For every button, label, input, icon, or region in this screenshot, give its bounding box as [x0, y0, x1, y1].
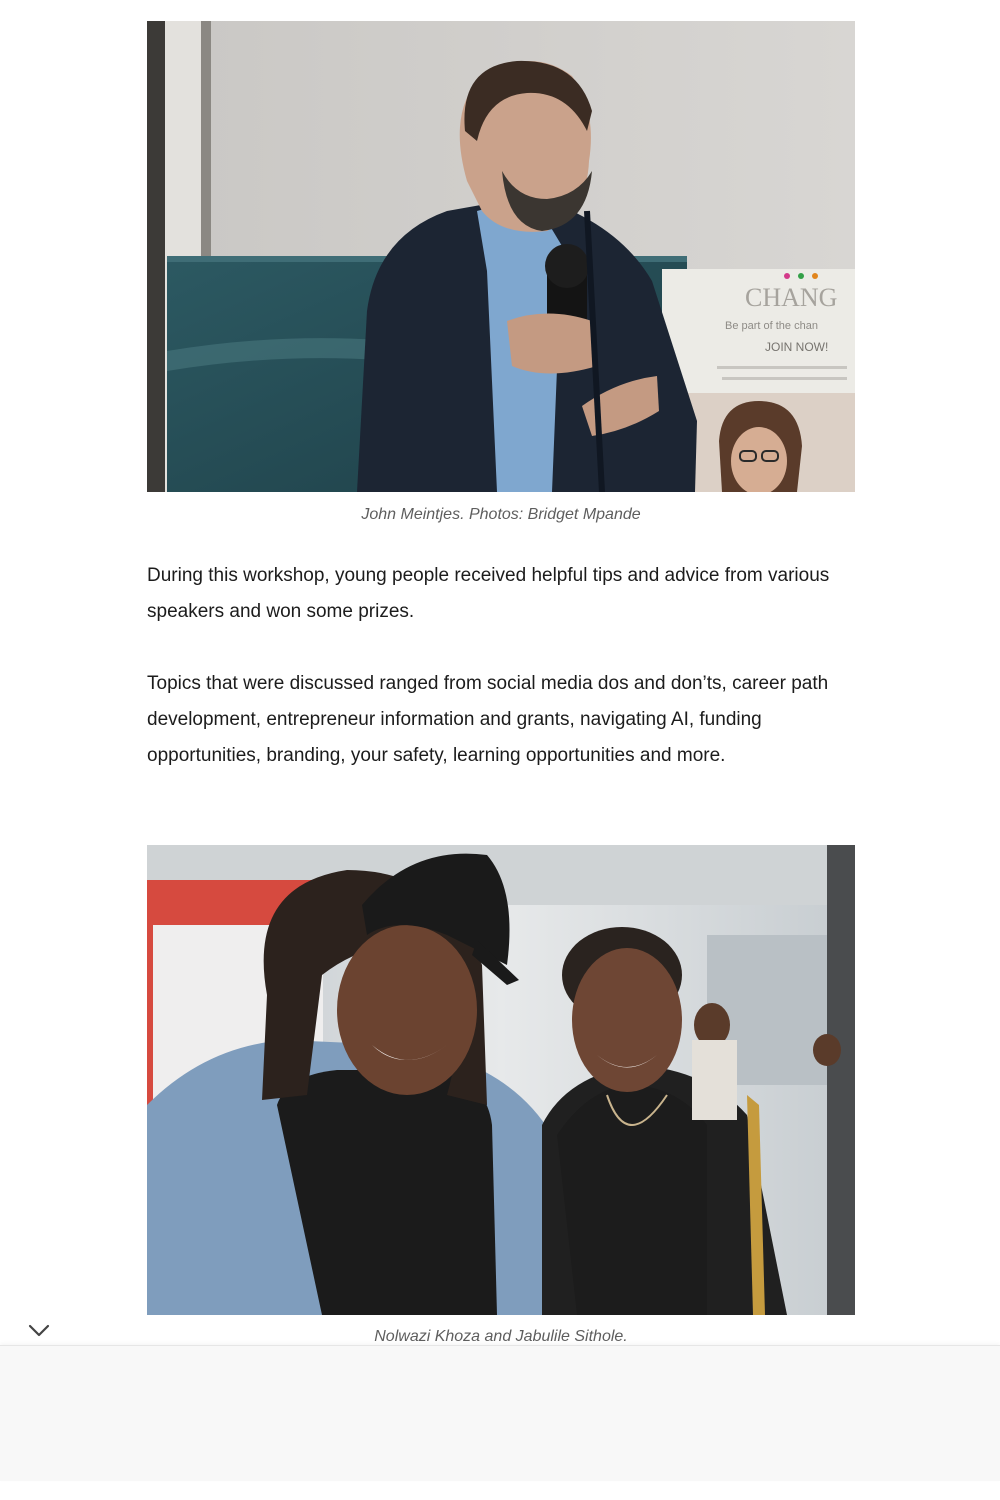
photo-caption-2: Nolwazi Khoza and Jabulile Sithole.	[374, 1328, 628, 1345]
banner-line-1: Be part of the chan	[725, 320, 818, 332]
article-paragraph-2: Topics that were discussed ranged from social media dos and don’ts, career path development, entrepreneur information and grants, navigating AI, funding opportunities, branding, your safety, learning opportunities and more.	[147, 673, 829, 766]
banner-line-2: JOIN NOW!	[765, 340, 829, 354]
bottom-toolbar	[0, 1345, 1000, 1481]
attendees-photo	[147, 845, 855, 1315]
collapse-toggle-button[interactable]	[24, 1318, 54, 1344]
chevron-down-icon	[28, 1324, 50, 1338]
speaker-photo	[147, 21, 855, 492]
banner-heading: CHANG	[745, 283, 838, 312]
photo-caption-1: John Meintjes. Photos: Bridget Mpande	[361, 506, 641, 523]
article-paragraph-1: During this workshop, young people received helpful tips and advice from various speakers and won some prizes.	[147, 565, 830, 622]
